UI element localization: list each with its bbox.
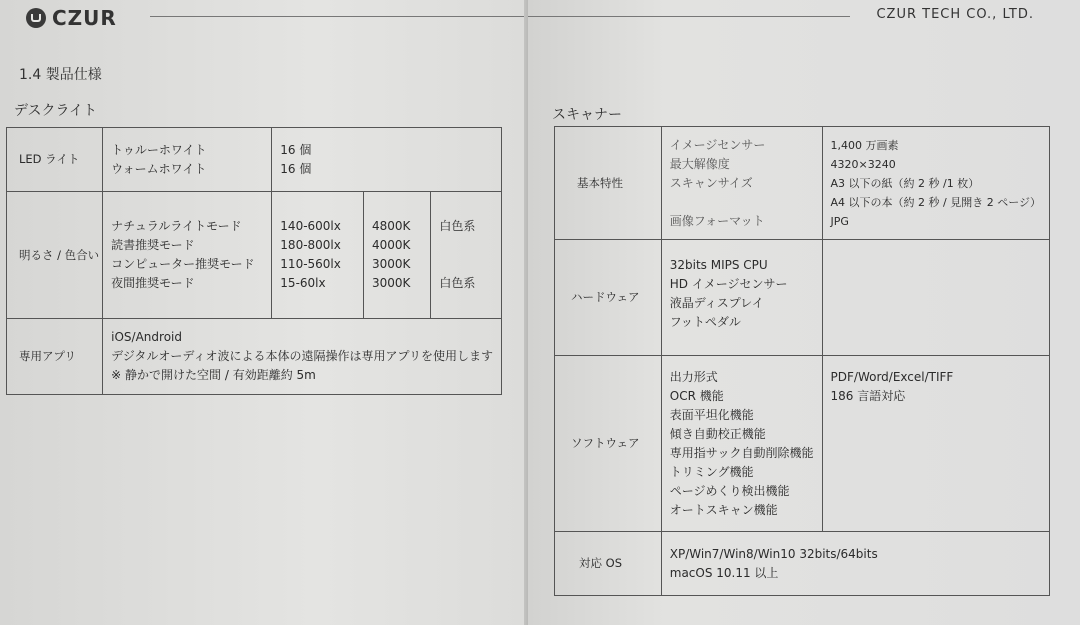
brightness-row bbox=[7, 192, 502, 319]
left-page bbox=[0, 0, 528, 625]
os-label: 対応 OS bbox=[555, 532, 662, 596]
company-name: CZUR TECH CO., LTD. bbox=[876, 7, 1034, 22]
software-value: PDF/Word/Excel/TIFF bbox=[830, 370, 954, 384]
software-item: 出力形式 bbox=[669, 369, 718, 384]
software-value: 186 言語対応 bbox=[830, 389, 906, 403]
software-item: オートスキャン機能 bbox=[669, 502, 778, 517]
basic-value: 1,400 万画素 bbox=[830, 138, 899, 152]
mode-lux: 15-60lx bbox=[280, 276, 326, 290]
brand-logo bbox=[26, 6, 117, 30]
basic-value: A4 以下の本（約 2 秒 / 見開き 2 ページ） bbox=[830, 195, 1041, 209]
basic-item: イメージセンサー bbox=[669, 137, 766, 152]
app-label: 専用アプリ bbox=[7, 319, 103, 395]
brightness-label: 明るさ / 色合い bbox=[7, 192, 103, 319]
basic-row bbox=[555, 127, 1050, 240]
header-rule bbox=[528, 16, 850, 17]
app-line: ※ 静かで開けた空間 / 有効距離約 5m bbox=[111, 368, 316, 382]
os-line: XP/Win7/Win8/Win10 32bits/64bits bbox=[669, 546, 878, 561]
czur-logo-icon bbox=[26, 8, 46, 28]
hardware-row bbox=[555, 240, 1050, 356]
desk-light-spec-table bbox=[6, 127, 502, 395]
app-line: デジタルオーディオ波による本体の遠隔操作は専用アプリを使用します bbox=[111, 349, 493, 363]
mode-lux: 110-560lx bbox=[280, 257, 341, 271]
led-type: トゥルーホワイト bbox=[111, 142, 207, 157]
mode-kelvin: 3000K bbox=[371, 276, 411, 290]
led-type: ウォームホワイト bbox=[111, 161, 207, 176]
app-row bbox=[7, 319, 502, 395]
mode-name: 夜間推奨モード bbox=[111, 276, 195, 290]
hardware-item: HD イメージセンサー bbox=[669, 277, 788, 291]
hardware-item: フットペダル bbox=[669, 315, 741, 329]
brand-logo-text: CZUR bbox=[52, 6, 117, 30]
basic-item: スキャンサイズ bbox=[669, 175, 753, 190]
mode-name: コンピューター推奨モード bbox=[111, 257, 255, 271]
software-item: OCR 機能 bbox=[669, 388, 724, 403]
header-rule bbox=[150, 16, 528, 17]
basic-value: A3 以下の紙（約 2 秒 /1 枚） bbox=[830, 176, 980, 190]
software-item: 専用指サック自動削除機能 bbox=[669, 445, 814, 460]
software-item: 表面平坦化機能 bbox=[669, 407, 754, 422]
mode-lux: 140-600lx bbox=[280, 219, 341, 233]
software-label: ソフトウェア bbox=[555, 356, 662, 532]
software-item: トリミング機能 bbox=[669, 464, 754, 479]
app-line: iOS/Android bbox=[111, 330, 182, 344]
software-row bbox=[555, 356, 1050, 532]
basic-value: JPG bbox=[830, 214, 849, 228]
os-row bbox=[555, 532, 1050, 596]
hardware-item: 32bits MIPS CPU bbox=[669, 258, 768, 272]
software-item: ページめくり検出機能 bbox=[669, 483, 790, 498]
led-label: LED ライト bbox=[7, 128, 103, 192]
led-row bbox=[7, 128, 502, 192]
mode-name: 読書推奨モード bbox=[111, 238, 195, 252]
scanner-title: スキャナー bbox=[552, 107, 622, 123]
section-title: 1.4 製品仕様 bbox=[19, 67, 102, 83]
os-line: macOS 10.11 以上 bbox=[669, 565, 779, 580]
mode-kelvin: 4800K bbox=[371, 219, 411, 233]
software-item: 傾き自動校正機能 bbox=[669, 426, 766, 441]
basic-item: 画像フォーマット bbox=[669, 213, 765, 228]
scanner-spec-table bbox=[554, 126, 1050, 596]
basic-value: 4320×3240 bbox=[830, 157, 896, 171]
mode-kelvin: 3000K bbox=[371, 257, 411, 271]
mode-lux: 180-800lx bbox=[280, 238, 341, 252]
led-count: 16 個 bbox=[280, 142, 312, 157]
desk-light-title: デスクライト bbox=[14, 103, 98, 119]
basic-label: 基本特性 bbox=[555, 127, 662, 240]
mode-kelvin: 4000K bbox=[371, 238, 411, 252]
hardware-label: ハードウェア bbox=[555, 240, 662, 356]
color-note: 白色系 bbox=[439, 219, 476, 233]
hardware-item: 液晶ディスプレイ bbox=[669, 296, 764, 310]
right-page bbox=[528, 0, 1080, 625]
color-note: 白色系 bbox=[439, 276, 476, 290]
led-count: 16 個 bbox=[280, 161, 312, 176]
mode-name: ナチュラルライトモード bbox=[111, 219, 242, 233]
basic-item: 最大解像度 bbox=[669, 156, 730, 171]
